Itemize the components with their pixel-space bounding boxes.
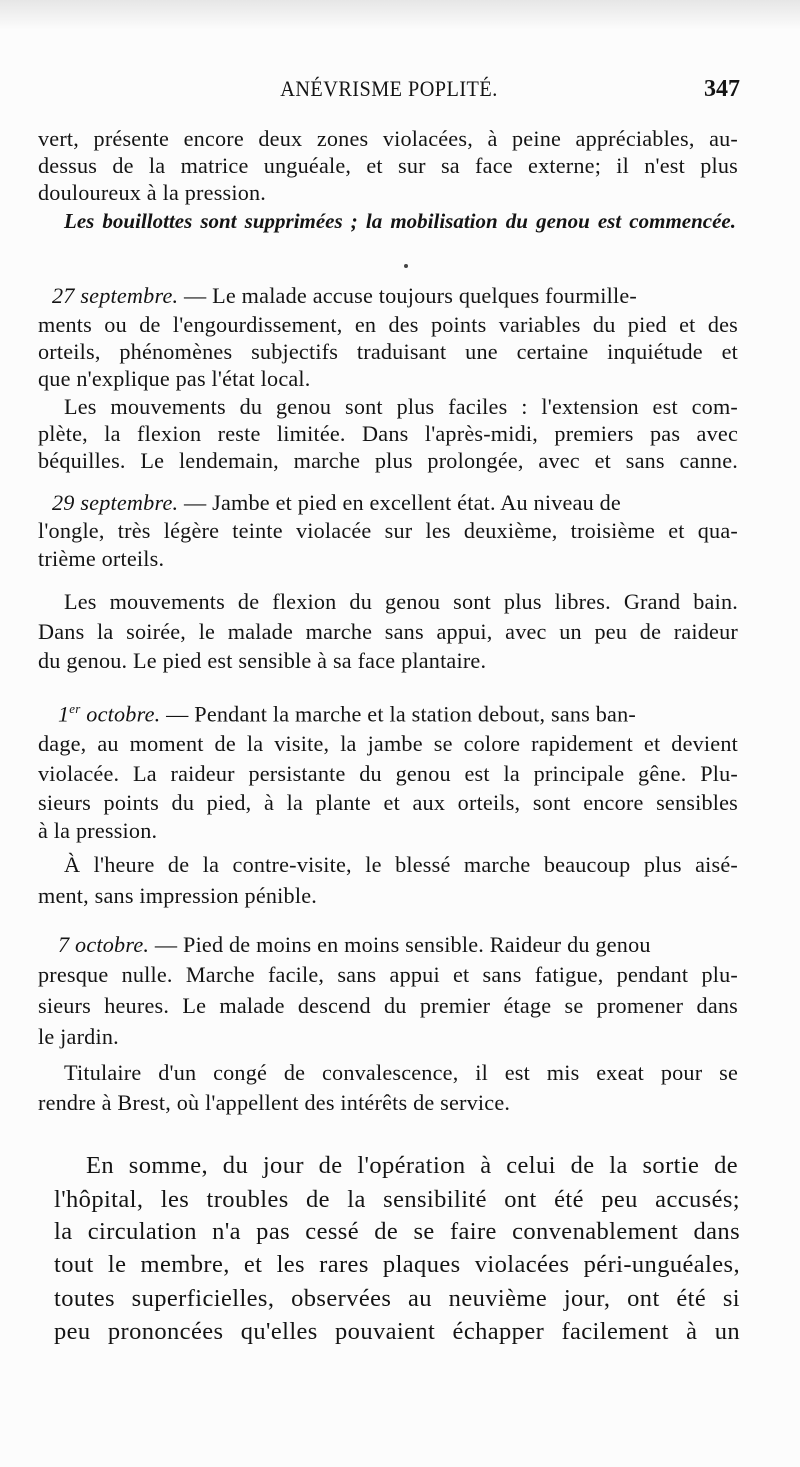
text-line: presque nulle. Marche facile, sans appui et sans fatigue, pendant plu- (38, 962, 738, 987)
print-speck (404, 264, 408, 268)
text-line: que n'explique pas l'état local. (38, 366, 311, 391)
entry-sep29-line1 (52, 490, 621, 516)
text-line: dessus de la matrice unguéale, et sur sa face externe; il n'est plus (38, 153, 738, 178)
text-line: dage, au moment de la visite, la jambe se colore rapidement et devient (38, 731, 738, 756)
text-line: béquilles. Le lendemain, marche plus prolongée, avec et sans canne. (38, 448, 738, 473)
text-line: Les mouvements de flexion du genou sont plus libres. Grand bain. (64, 589, 738, 614)
text-line: vert, présente encore deux zones violacées, à peine appréciables, au- (38, 126, 738, 151)
text-line: Les mouvements du genou sont plus faciles : l'extension est com- (64, 394, 738, 419)
text-line: l'hôpital, les troubles de la sensibilité ont été peu accusés; (54, 1186, 740, 1213)
text-span: — Pendant la marche et la station debout, sans ban- (166, 701, 636, 727)
text-line: peu prononcées qu'elles pouvaient échapper facilement à un (54, 1318, 740, 1345)
text-line: trième orteils. (38, 546, 165, 571)
entry-date: 7 octobre. (58, 932, 150, 957)
entry-date-number: 1 (58, 701, 70, 727)
page-number: 347 (704, 76, 740, 102)
text-line: ment, sans impression pénible. (38, 883, 317, 908)
text-line: tout le membre, et les rares plaques violacées péri-unguéales, (54, 1251, 740, 1278)
text-line: Titulaire d'un congé de convalescence, il est mis exeat pour se (64, 1060, 738, 1085)
text-line: orteils, phénomènes subjectifs traduisant une certaine inquiétude et (38, 339, 738, 364)
text-line: À l'heure de la contre-visite, le blessé marche beaucoup plus aisé- (64, 852, 738, 877)
entry-date: 29 septembre. (52, 490, 179, 515)
text-span: — Le malade accuse toujours quelques fourmille- (184, 283, 637, 308)
text-line: la circulation n'a pas cessé de se faire convenablement dans (54, 1218, 740, 1245)
date-superscript: er (69, 701, 81, 716)
text-line: sieurs heures. Le malade descend du premier étage se promener dans (38, 993, 738, 1018)
text-line: douloureux à la pression. (38, 180, 267, 205)
entry-date: 27 septembre. (52, 283, 179, 308)
entry-oct1-line1 (58, 701, 636, 727)
page-header (38, 76, 740, 110)
text-span: — Pied de moins en moins sensible. Raideur du genou (154, 932, 651, 957)
text-span: — Jambe et pied en excellent état. Au niveau de (184, 490, 621, 515)
entry-oct7-line1 (58, 932, 651, 958)
italic-note: Les bouillottes sont supprimées ; la mobilisation du genou est commencée. (64, 209, 736, 233)
entry-date: octobre. (86, 701, 161, 727)
text-line: le jardin. (38, 1024, 119, 1049)
text-line: En somme, du jour de l'opération à celui de la sortie de (86, 1152, 738, 1179)
text-line: sieurs points du pied, à la plante et aux orteils, sont encore sensibles (38, 790, 738, 815)
entry-sep27-line1 (52, 283, 637, 309)
text-line: l'ongle, très légère teinte violacée sur les deuxième, troisième et qua- (38, 518, 738, 543)
text-line: toutes superficielles, observées au neuvième jour, ont été si (54, 1285, 740, 1312)
text-line: rendre à Brest, où l'appellent des intérêts de service. (38, 1090, 511, 1115)
text-line: violacée. La raideur persistante du genou est la principale gêne. Plu- (38, 761, 738, 786)
running-title: ANÉVRISME POPLITÉ. (280, 76, 498, 101)
text-line: plète, la flexion reste limitée. Dans l'après-midi, premiers pas avec (38, 421, 738, 446)
text-line: à la pression. (38, 818, 158, 843)
text-line: ments ou de l'engourdissement, en des points variables du pied et des (38, 312, 738, 337)
text-line: Dans la soirée, le malade marche sans appui, avec un peu de raideur (38, 619, 738, 644)
text-line: du genou. Le pied est sensible à sa face plantaire. (38, 648, 487, 673)
